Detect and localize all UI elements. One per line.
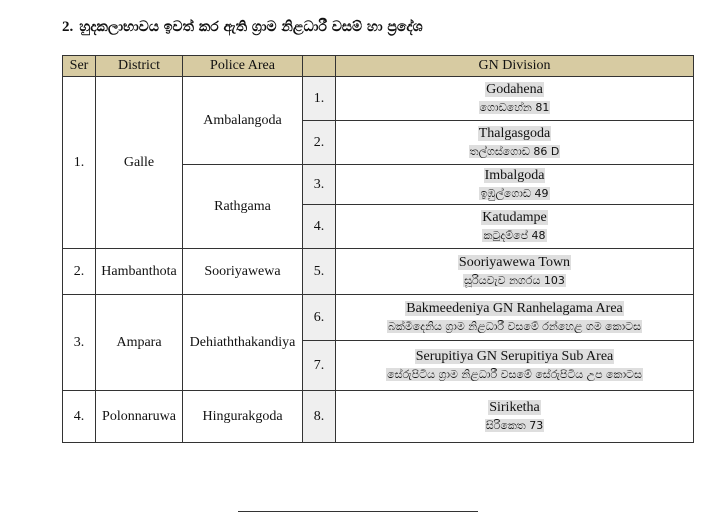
- header-blank: [303, 56, 336, 77]
- header-police-area: Police Area: [183, 56, 303, 77]
- gn-name-si: සිරිකෙත 73: [485, 418, 544, 432]
- cell-ser: 1.: [63, 77, 96, 249]
- cell-district: Polonnaruwa: [96, 391, 183, 443]
- cell-ser: 2.: [63, 249, 96, 295]
- cell-ser: 4.: [63, 391, 96, 443]
- gn-name-si: සේරුපිටිය ග්‍රාම නිළධාරී වසමේ සේරුපිටිය උප කොටස: [387, 367, 642, 381]
- cell-gn-number: 8.: [303, 391, 336, 443]
- cell-district: Galle: [96, 77, 183, 249]
- gn-name-en: Thalgasgoda: [478, 125, 551, 141]
- table-row: [63, 77, 694, 121]
- table-header-row: [63, 56, 694, 77]
- cell-district: Hambanthota: [96, 249, 183, 295]
- cell-gn-division: [336, 205, 694, 249]
- table-row: [63, 391, 694, 443]
- cell-gn-number: 7.: [303, 341, 336, 391]
- cell-gn-number: 2.: [303, 121, 336, 165]
- cell-gn-number: 4.: [303, 205, 336, 249]
- gn-name-en: Godahena: [486, 81, 543, 97]
- header-district: District: [96, 56, 183, 77]
- gn-name-en: Katudampe: [482, 209, 547, 225]
- gn-name-si: තල්ගස්ගොඩ 86 D: [469, 144, 560, 158]
- cell-gn-number: 3.: [303, 165, 336, 205]
- gn-name-si: ගොඩහේන 81: [479, 100, 550, 114]
- table-row: [63, 295, 694, 341]
- gn-name-si: සූරියවැව නගරය 103: [464, 273, 565, 287]
- cell-gn-number: 6.: [303, 295, 336, 341]
- cell-police-area: Rathgama: [183, 165, 303, 249]
- section-number: 2.: [62, 19, 74, 35]
- cell-police-area: Ambalangoda: [183, 77, 303, 165]
- cell-gn-division: [336, 165, 694, 205]
- gn-division-table: [62, 55, 694, 443]
- gn-name-en: Sooriyawewa Town: [458, 254, 571, 270]
- cell-district: Ampara: [96, 295, 183, 391]
- section-heading: [62, 19, 423, 36]
- cell-gn-division: [336, 121, 694, 165]
- cell-gn-division: [336, 295, 694, 341]
- cell-police-area: Sooriyawewa: [183, 249, 303, 295]
- signature-line: [238, 511, 478, 512]
- cell-police-area: Hingurakgoda: [183, 391, 303, 443]
- section-title: හුදකලාභාවය ඉවත් කර ඇති ග්‍රාම නිළධාරී වසම් හා ප්‍රදේශ: [79, 19, 423, 35]
- header-gn-division: GN Division: [336, 56, 694, 77]
- cell-gn-division: [336, 391, 694, 443]
- cell-gn-division: [336, 341, 694, 391]
- gn-name-en: Bakmeedeniya GN Ranhelagama Area: [406, 300, 623, 316]
- cell-gn-division: [336, 77, 694, 121]
- gn-name-en: Imbalgoda: [484, 167, 545, 183]
- cell-gn-number: 5.: [303, 249, 336, 295]
- cell-police-area: Dehiaththakandiya: [183, 295, 303, 391]
- cell-gn-number: 1.: [303, 77, 336, 121]
- gn-name-si: ඉඹුල්ගොඩ 49: [480, 186, 549, 200]
- gn-name-si: බක්මීදෙනිය ග්‍රාම නිළධාරී වසමේ රන්හෙළ ගම කොටස: [387, 319, 641, 333]
- gn-name-si: කටුදම්පේ 48: [483, 228, 546, 242]
- header-ser: Ser: [63, 56, 96, 77]
- cell-gn-division: [336, 249, 694, 295]
- cell-ser: 3.: [63, 295, 96, 391]
- gn-name-en: Siriketha: [489, 399, 540, 415]
- gn-name-en: Serupitiya GN Serupitiya Sub Area: [415, 348, 614, 364]
- table-row: [63, 249, 694, 295]
